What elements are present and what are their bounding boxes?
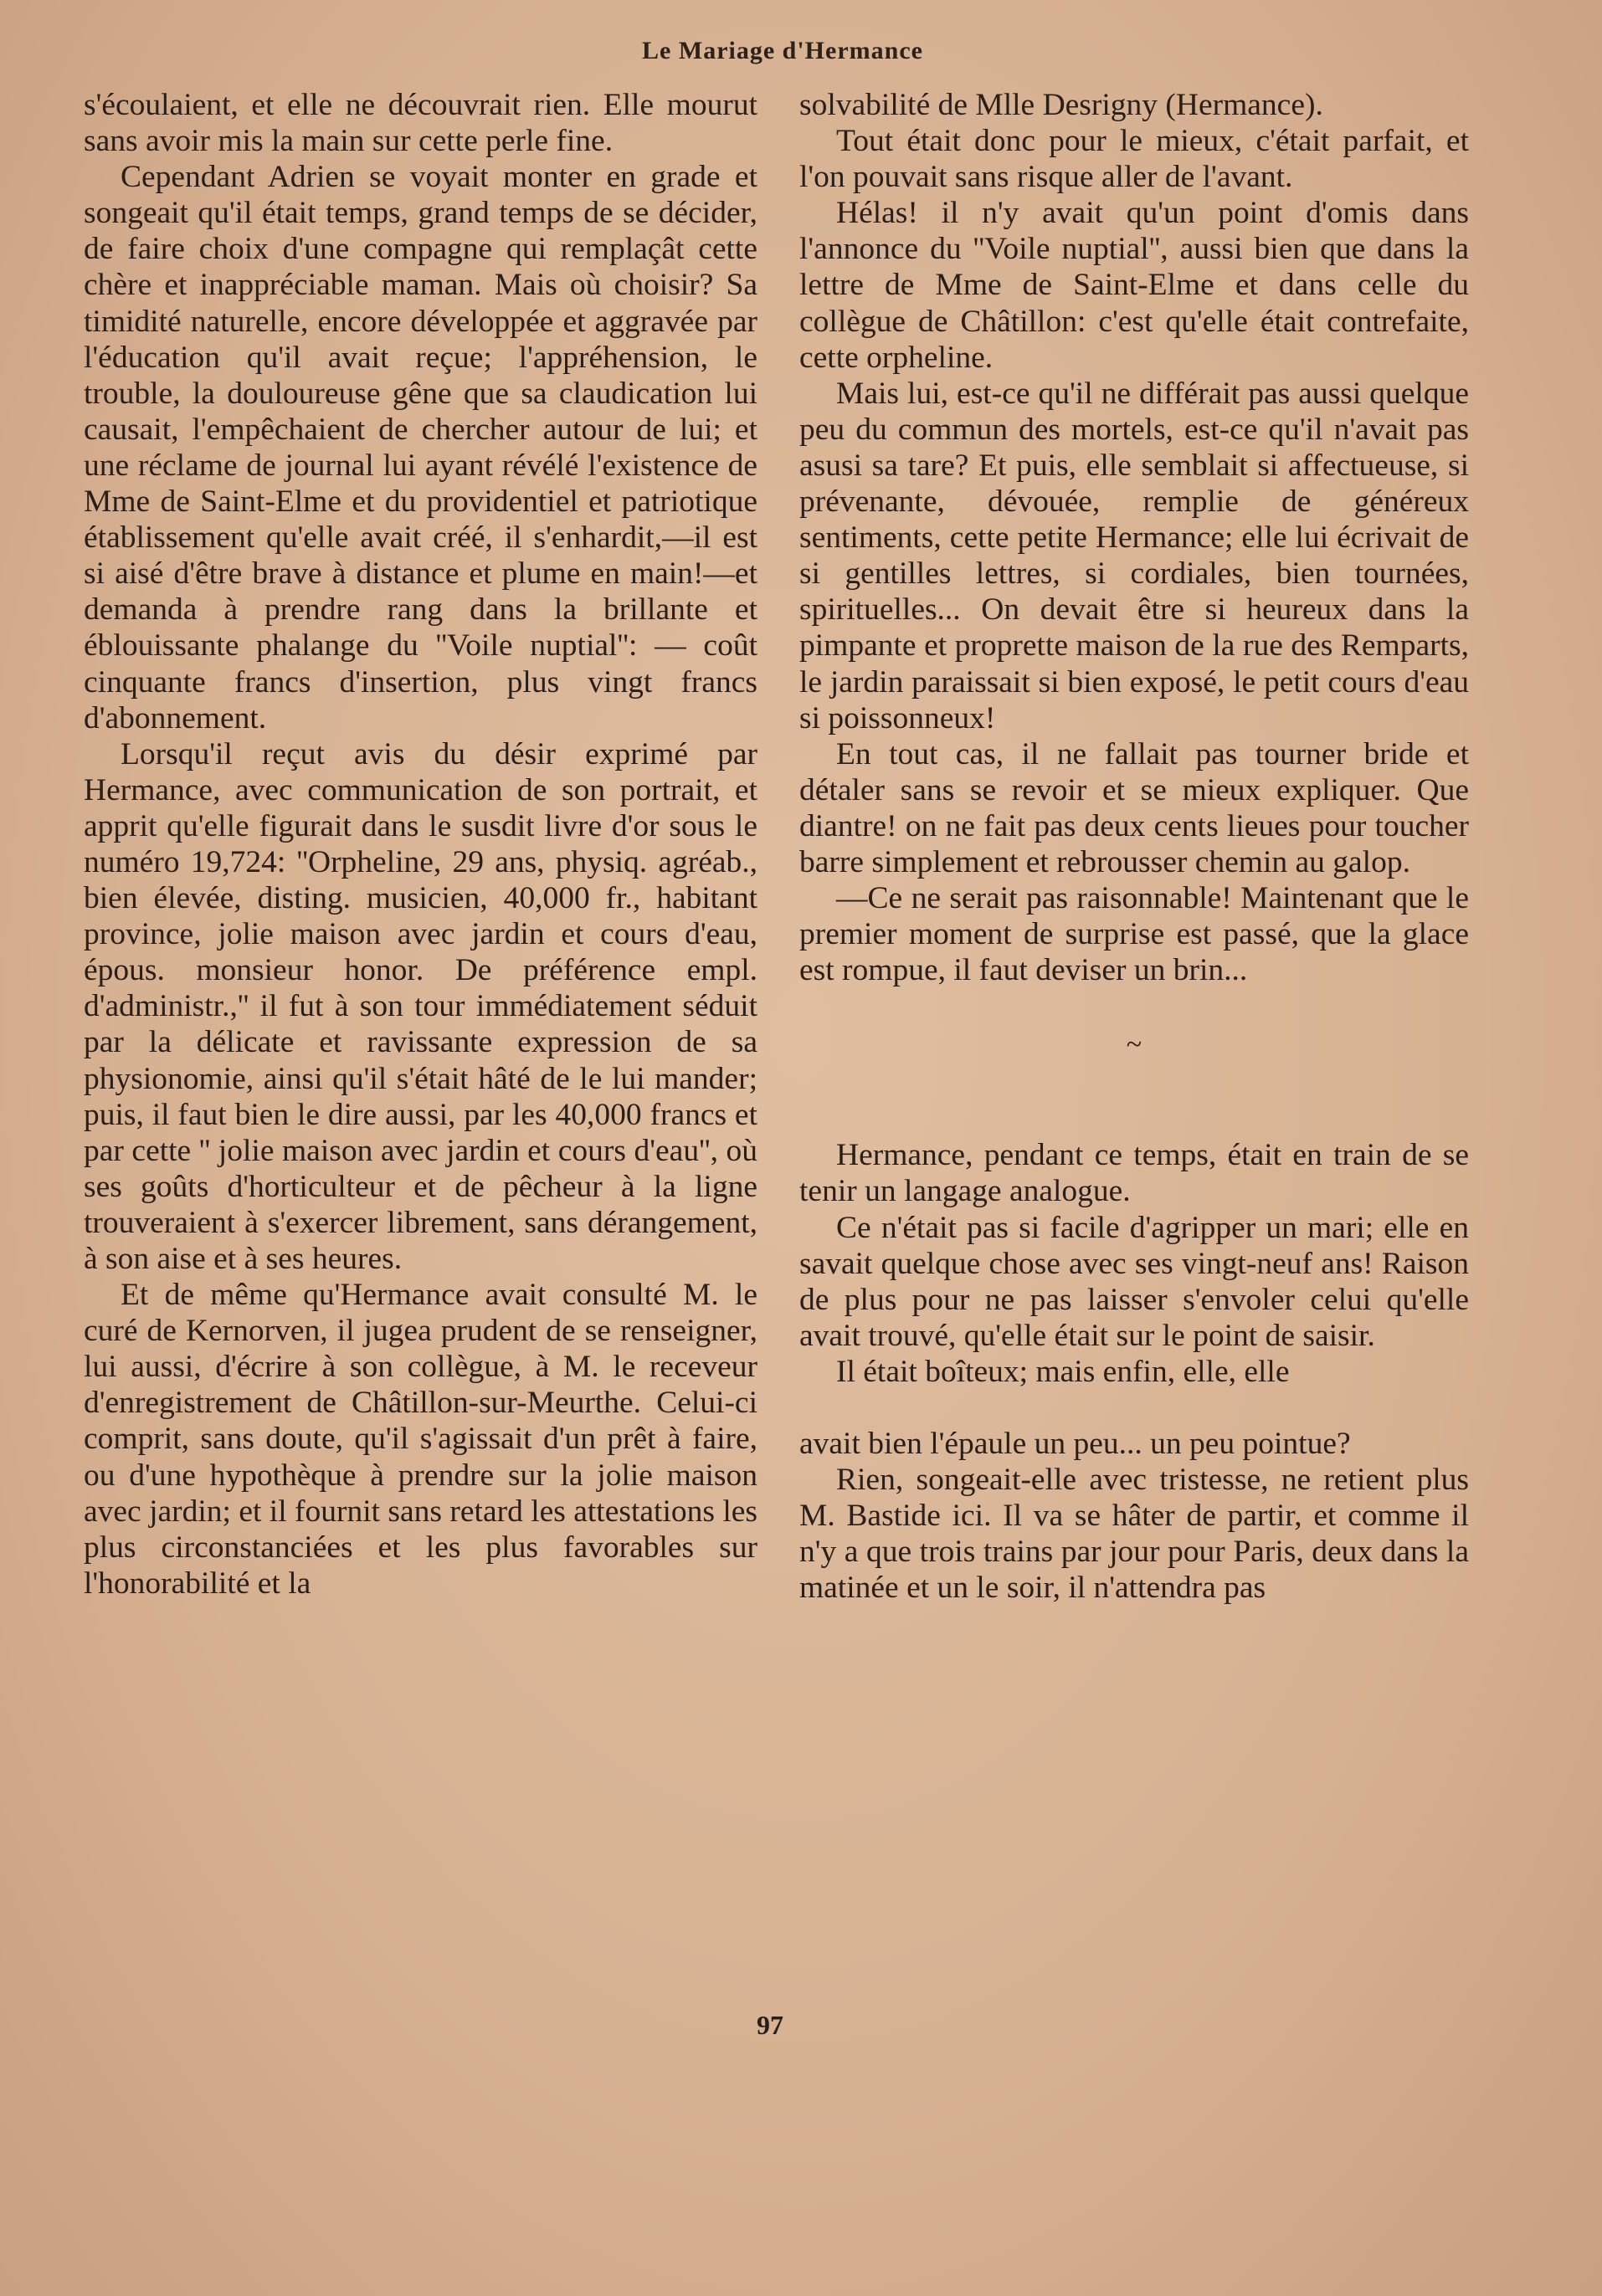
paragraph: s'écoulaient, et elle ne découvrait rien. Elle mourut sans avoir mis la main sur cette perle fine. bbox=[84, 88, 757, 159]
paragraph: Cependant Adrien se voyait monter en grade et songeait qu'il était temps, grand temps de se décider, de faire choix d'une compagne qui remplaçât cette chère et inappréciable maman. Mais où choisir? Sa timidité naturelle, encore développée et aggravée par l'éducation qu'il avait reçue; l'appréhension, le trouble, la douloureuse gêne que sa claudication lui causait, l'empêchaient de chercher autour de lui; et une réclame de journal lui ayant révélé l'existence de Mme de Saint-Elme et du providentiel et patriotique établissement qu'elle avait créé, il s'enhardit,—il est si aisé d'être brave à distance et plume en main!—et demanda à prendre rang dans la brillante et éblouissante phalange du ''Voile nuptial'': — coût cinquante francs d'insertion, plus vingt francs d'abonnement. bbox=[84, 160, 757, 735]
paragraph: Mais lui, est-ce qu'il ne différait pas aussi quelque peu du commun des mortels, est-ce qu'il n'avait pas asusi sa tare? Et puis, elle semblait si affectueuse, si prévenante, dévouée, remplie de généreux sentiments, cette petite Hermance; elle lui écrivait de si gentilles lettres, si cordiales, bien tournées, spirituelles... On devait être si heureux dans la pimpante et proprette maison de la rue des Remparts, le jardin paraissait si bien exposé, le petit cours d'eau si poissonneux! bbox=[799, 376, 1469, 735]
paragraph: Il était boîteux; mais enfin, elle, elle bbox=[836, 1354, 1290, 1389]
section-ornament: ~ bbox=[1126, 1029, 1142, 1061]
paragraph: Hermance, pendant ce temps, était en train de se tenir un langage analogue. bbox=[799, 1138, 1469, 1209]
paragraph: solvabilité de Mlle Desrigny (Hermance). bbox=[799, 88, 1323, 122]
paragraph: Rien, songeait-elle avec tristesse, ne retient plus M. Bastide ici. Il va se hâter de partir, et comme il n'y a que trois trains par jour pour Paris, deux dans la matinée et un le soir, il n'attendra pas bbox=[799, 1463, 1469, 1606]
paragraph: —Ce ne serait pas raisonnable! Maintenant que le premier moment de surprise est passé, que la glace est rompue, il faut deviser un brin... bbox=[799, 881, 1469, 988]
paragraph: Ce n'était pas si facile d'agripper un mari; elle en savait quelque chose avec ses vingt-neuf ans! Raison de plus pour ne pas laisser s'envoler celui qu'elle avait trouvé, qu'elle était sur le point de saisir. bbox=[799, 1210, 1469, 1353]
right-column bbox=[799, 87, 1469, 1606]
paragraph: Et de même qu'Hermance avait consulté M. le curé de Kernorven, il jugea prudent de se renseigner, lui aussi, d'écrire à son collègue, à M. le receveur d'enregistrement de Châtillon-sur-Meurthe. Celui-ci comprit, sans doute, qu'il s'agissait d'un prêt à faire, ou d'une hypothèque à prendre sur la jolie maison avec jardin; et il fournit sans retard les attestations les plus circonstanciées et les plus favorables sur l'honorabilité et la bbox=[84, 1278, 757, 1601]
left-column bbox=[84, 87, 757, 1602]
page-number: 97 bbox=[757, 2010, 783, 2040]
paragraph: avait bien l'épaule un peu... un peu pointue? bbox=[799, 1427, 1351, 1461]
paragraph: Hélas! il n'y avait qu'un point d'omis dans l'annonce du ''Voile nuptial'', aussi bien que dans la lettre de Mme de Saint-Elme et dans celle du collègue de Châtillon: c'est qu'elle était contrefaite, cette orpheline. bbox=[799, 196, 1469, 375]
running-header: Le Mariage d'Hermance bbox=[642, 37, 923, 64]
paragraph: En tout cas, il ne fallait pas tourner bride et détaler sans se revoir et se mieux expliquer. Que diantre! on ne fait pas deux cents lieues pour toucher barre simplement et rebrousser chemin au galop. bbox=[799, 736, 1469, 879]
paragraph: Tout était donc pour le mieux, c'était parfait, et l'on pouvait sans risque aller de l'avant. bbox=[799, 124, 1469, 195]
paragraph: Lorsqu'il reçut avis du désir exprimé par Hermance, avec communication de son portrait, et apprit qu'elle figurait dans le susdit livre d'or sous le numéro 19,724: ''Orpheline, 29 ans, physiq. agréab., bien élevée, disting. musicien, 40,000 fr., habitant province, jolie maison avec jardin et cours d'eau, épous. monsieur honor. De préférence empl. d'administr.,'' il fut à son tour immédiatement séduit par la délicate et ravissante expression de sa physionomie, ainsi qu'il s'était hâté de le lui mander; puis, il faut bien le dire aussi, par les 40,000 francs et par cette '' jolie maison avec jardin et cours d'eau'', où ses goûts d'horticulteur et de pêcheur à la ligne trouveraient à s'exercer librement, sans dérangement, à son aise et à ses heures. bbox=[84, 736, 757, 1276]
